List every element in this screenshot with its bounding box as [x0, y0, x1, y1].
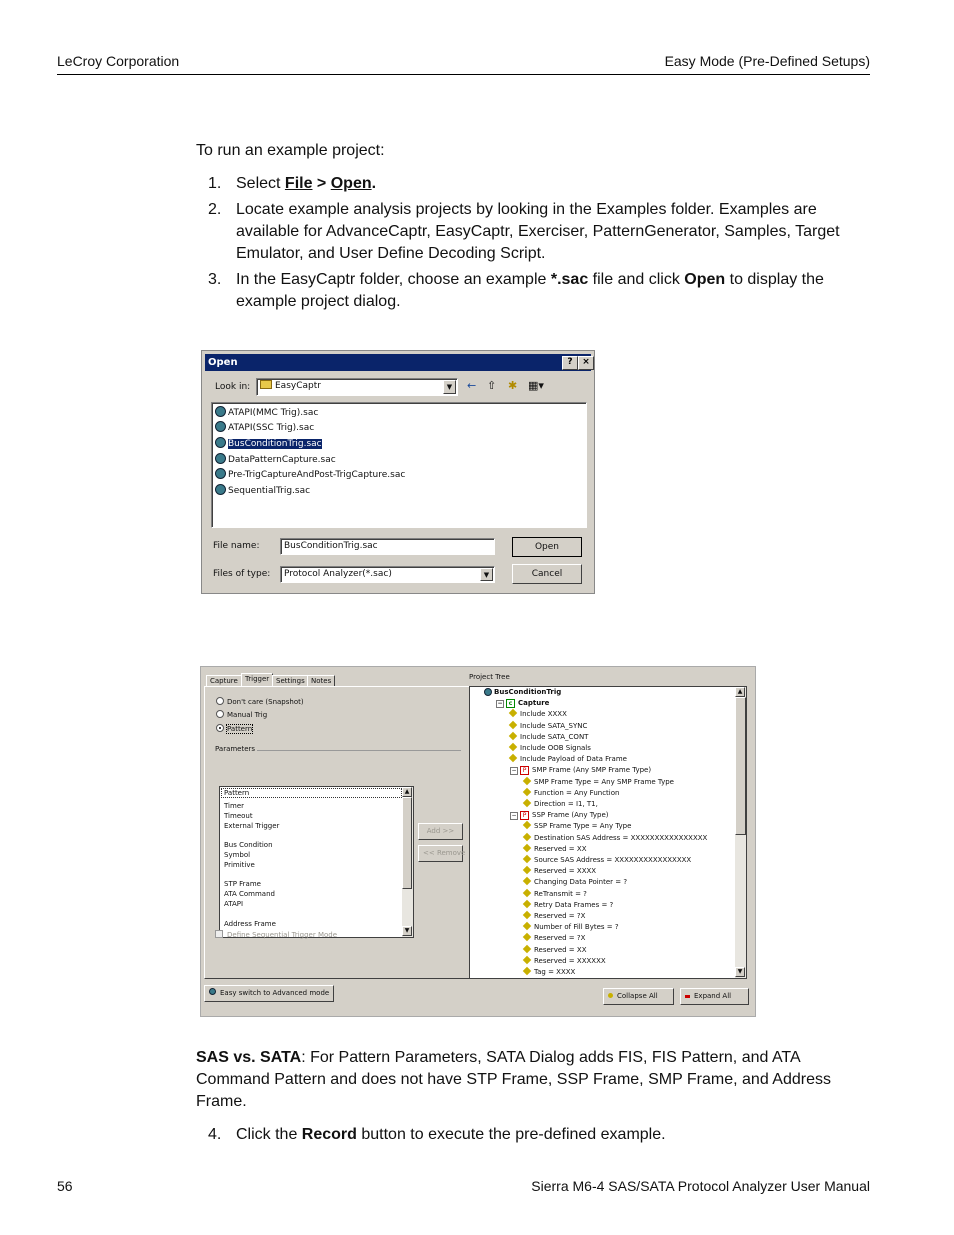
- step-1: [196, 173, 876, 195]
- radio-button-selected: [216, 724, 224, 732]
- pencil-icon: [523, 821, 531, 829]
- file-item[interactable]: [215, 406, 318, 420]
- tree-node[interactable]: [524, 957, 606, 965]
- chevron-down-icon[interactable]: ▼: [443, 380, 456, 394]
- scroll-up-icon[interactable]: ▲: [735, 687, 745, 697]
- collapse-node-icon[interactable]: −: [511, 767, 517, 775]
- menu-file: File: [284, 175, 313, 192]
- header-rule: [57, 74, 870, 75]
- up-folder-icon[interactable]: ⇧: [487, 379, 497, 392]
- step-text: Locate example analysis projects by looking in the Examples folder. Examples are available for AdvanceCaptr, EasyCaptr, Exerciser, PatternGenerator, Samples, Target Emulator, and User Define Decoding Script.: [236, 201, 840, 262]
- button-label: Easy switch to Advanced mode: [220, 989, 330, 997]
- define-sequential-checkbox[interactable]: [215, 930, 337, 939]
- pencil-icon: [523, 866, 531, 874]
- pencil-icon: [509, 720, 517, 728]
- step-4: [196, 1124, 876, 1146]
- open-word: Open: [684, 271, 726, 288]
- project-icon: [484, 688, 492, 696]
- sas-vs-sata-note: [196, 1047, 866, 1113]
- globe-icon: [209, 988, 216, 995]
- tree-node-label: Number of Fill Bytes = ?: [534, 923, 619, 932]
- radio-manual-trig[interactable]: [216, 710, 267, 719]
- tree-node-label: SSP Frame (Any Type): [532, 811, 609, 820]
- menu-separator: >: [312, 175, 331, 192]
- tree-node[interactable]: [524, 845, 587, 853]
- list-item[interactable]: Bus Condition: [224, 841, 273, 849]
- pencil-icon: [523, 911, 531, 919]
- pencil-icon: [523, 844, 531, 852]
- folder-icon: [260, 380, 272, 389]
- list-item[interactable]: ATA Command: [224, 890, 275, 898]
- tree-node-label: SSP Frame Type = Any Type: [534, 822, 632, 831]
- project-file-icon: [215, 484, 226, 495]
- expand-all-button[interactable]: [680, 988, 749, 1005]
- radio-button: [216, 710, 224, 718]
- open-dialog: [201, 350, 595, 594]
- project-tree-label: Project Tree: [469, 673, 510, 681]
- collapse-all-button[interactable]: [603, 988, 674, 1005]
- tree-node-label: ReTransmit = ?: [534, 889, 587, 898]
- tree-node[interactable]: [484, 688, 561, 696]
- step-end: .: [371, 175, 377, 192]
- file-item-selected[interactable]: [215, 437, 322, 451]
- close-button[interactable]: ×: [578, 356, 594, 370]
- tree-node-label: SMP Frame Type = Any SMP Frame Type: [534, 777, 674, 786]
- file-name: SequentialTrig.sac: [228, 486, 311, 496]
- scroll-down-icon[interactable]: ▼: [402, 926, 412, 936]
- pencil-icon: [523, 900, 531, 908]
- pencil-icon: [523, 944, 531, 952]
- tree-node[interactable]: [510, 733, 588, 741]
- file-name: Pre-TrigCaptureAndPost-TrigCapture.sac: [228, 470, 406, 480]
- look-in-select[interactable]: [256, 378, 458, 396]
- tree-node-label: Include Payload of Data Frame: [520, 755, 627, 764]
- file-name: ATAPI(MMC Trig).sac: [228, 408, 319, 418]
- dialog-title-bar: [205, 354, 591, 371]
- pencil-icon: [509, 754, 517, 762]
- header-right: Easy Mode (Pre-Defined Setups): [664, 53, 870, 69]
- tab-trigger[interactable]: Trigger: [241, 673, 273, 687]
- step-number: 1.: [208, 175, 222, 192]
- tree-node[interactable]: [510, 766, 651, 775]
- list-item[interactable]: Primitive: [224, 861, 255, 869]
- radio-label: Don't care (Snapshot): [227, 698, 304, 706]
- pencil-icon: [523, 832, 531, 840]
- tree-node[interactable]: [524, 834, 707, 842]
- pattern-icon: P: [520, 766, 529, 775]
- radio-dont-care[interactable]: [216, 697, 304, 706]
- file-item[interactable]: [215, 468, 405, 482]
- tree-node[interactable]: [524, 934, 585, 942]
- list-item[interactable]: Symbol: [224, 851, 251, 859]
- tree-node[interactable]: [524, 856, 691, 864]
- tree-node-label: Capture: [518, 699, 550, 708]
- tree-node-label: Reserved = ?X: [534, 934, 586, 943]
- pencil-icon: [523, 799, 531, 807]
- new-folder-icon[interactable]: ✱: [508, 379, 518, 392]
- chevron-down-icon[interactable]: ▼: [480, 568, 493, 581]
- project-file-icon: [215, 468, 226, 479]
- remove-button[interactable]: << Remove: [418, 845, 463, 862]
- tree-node-label: SMP Frame (Any SMP Frame Type): [532, 766, 652, 775]
- file-item[interactable]: [215, 484, 310, 498]
- tree-node[interactable]: [524, 946, 587, 954]
- view-menu-icon[interactable]: ▦▾: [528, 379, 544, 392]
- step-number: 4.: [208, 1126, 222, 1143]
- cancel-button[interactable]: Cancel: [512, 564, 582, 584]
- project-file-icon: [215, 406, 226, 417]
- switch-advanced-mode-button[interactable]: [204, 985, 334, 1002]
- look-in-label: Look in:: [215, 382, 251, 392]
- step-text: In the EasyCaptr folder, choose an example: [236, 271, 551, 288]
- intro-text: To run an example project:: [196, 142, 385, 159]
- collapse-icon: [608, 993, 613, 998]
- project-file-icon: [215, 453, 226, 464]
- file-list: [211, 402, 587, 528]
- tree-node[interactable]: [510, 722, 587, 730]
- tree-node[interactable]: [524, 901, 613, 909]
- tree-node-label: Destination SAS Address = XXXXXXXXXXXXXXXX: [534, 833, 708, 842]
- tree-node[interactable]: [524, 789, 619, 797]
- tree-node-label: Reserved = XXXX: [534, 867, 597, 876]
- record-word: Record: [301, 1126, 357, 1143]
- files-of-type-value: Protocol Analyzer(*.sac): [284, 569, 392, 579]
- step-text: Click the: [236, 1126, 302, 1143]
- tree-node-label: Reserved = XXXXXX: [534, 956, 606, 965]
- tree-node[interactable]: [524, 968, 575, 976]
- pencil-icon: [523, 855, 531, 863]
- pencil-icon: [523, 967, 531, 975]
- list-item[interactable]: Pattern: [224, 789, 250, 797]
- tree-node-label: Tag = XXXX: [534, 968, 576, 976]
- step-text: to display the example project dialog.: [236, 271, 824, 310]
- files-of-type-select[interactable]: [280, 566, 495, 583]
- tree-scrollbar[interactable]: [735, 687, 746, 978]
- tree-node[interactable]: [510, 710, 567, 718]
- note-heading: SAS vs. SATA: [196, 1049, 302, 1066]
- files-of-type-label: Files of type:: [213, 569, 271, 579]
- pencil-icon: [509, 743, 517, 751]
- tree-node[interactable]: [510, 744, 591, 752]
- tab-notes[interactable]: Notes: [307, 675, 335, 687]
- tree-node-label: Function = Any Function: [534, 788, 620, 797]
- add-button[interactable]: Add >>: [418, 823, 463, 840]
- tree-node-label: Reserved = ?X: [534, 912, 586, 920]
- parameters-list: [219, 786, 414, 938]
- tree-node-label: Include XXXX: [520, 710, 567, 719]
- pencil-icon: [509, 709, 517, 717]
- tab-capture[interactable]: Capture: [206, 675, 242, 687]
- trigger-tab-panel: [204, 686, 470, 979]
- pencil-icon: [523, 888, 531, 896]
- pattern-icon: P: [520, 811, 529, 820]
- step-3: [196, 269, 876, 313]
- tree-node[interactable]: [524, 923, 619, 931]
- collapse-node-icon[interactable]: −: [497, 700, 503, 708]
- open-button[interactable]: Open: [512, 537, 582, 557]
- project-file-icon: [215, 421, 226, 432]
- radio-pattern[interactable]: [216, 724, 252, 733]
- tree-node-label: Retry Data Frames = ?: [534, 900, 614, 909]
- parameters-label: Parameters: [215, 745, 256, 753]
- pencil-icon: [523, 877, 531, 885]
- list-item[interactable]: ATAPI: [224, 900, 244, 908]
- file-name: ATAPI(SSC Trig).sac: [228, 423, 315, 433]
- help-button[interactable]: ?: [562, 356, 578, 370]
- menu-open: Open: [330, 175, 372, 192]
- file-name: DataPatternCapture.sac: [228, 455, 336, 465]
- pencil-icon: [523, 776, 531, 784]
- file-name-label: File name:: [213, 541, 260, 551]
- tree-node[interactable]: [524, 867, 596, 875]
- tree-node[interactable]: [524, 800, 598, 808]
- pencil-icon: [523, 933, 531, 941]
- header-left: LeCroy Corporation: [57, 53, 180, 69]
- capture-icon: c: [506, 699, 515, 708]
- tree-node[interactable]: [524, 890, 587, 898]
- scroll-up-icon[interactable]: ▲: [402, 787, 412, 797]
- look-in-value: EasyCaptr: [275, 381, 321, 391]
- scroll-down-icon[interactable]: ▼: [735, 967, 745, 977]
- list-scrollbar[interactable]: [402, 787, 413, 937]
- step-text: file and click: [588, 271, 685, 288]
- pencil-icon: [523, 788, 531, 796]
- tree-node-label: Reserved = XX: [534, 945, 587, 954]
- tree-node-label: Direction = I1, T1,: [534, 800, 598, 808]
- button-label: Collapse All: [617, 992, 658, 1000]
- tree-node[interactable]: [524, 778, 674, 786]
- tree-node[interactable]: [496, 699, 549, 708]
- step-number: 2.: [208, 201, 222, 218]
- page-number: 56: [57, 1178, 73, 1194]
- collapse-node-icon[interactable]: −: [511, 812, 517, 820]
- radio-label: Manual Trig: [227, 711, 268, 719]
- file-name: BusConditionTrig.sac: [228, 439, 322, 449]
- tree-node-label: BusConditionTrig: [494, 688, 562, 696]
- step-text: button to execute the pre-defined example.: [356, 1126, 666, 1143]
- radio-button: [216, 697, 224, 705]
- pencil-icon: [509, 732, 517, 740]
- list-item[interactable]: Timeout: [224, 812, 253, 820]
- step-number: 3.: [208, 271, 222, 288]
- tree-node[interactable]: [510, 755, 627, 763]
- note-text: : For Pattern Parameters, SATA Dialog adds FIS, FIS Pattern, and ATA Command Pattern and does not have STP Frame, SSP Frame, SMP Frame, and Address Frame.: [196, 1049, 831, 1110]
- tree-node[interactable]: [510, 811, 609, 820]
- sac-extension: *.sac: [550, 271, 589, 288]
- file-name-input[interactable]: BusConditionTrig.sac: [280, 538, 495, 555]
- project-file-icon: [215, 437, 226, 448]
- file-item[interactable]: [215, 453, 336, 467]
- tab-settings[interactable]: Settings: [272, 675, 309, 687]
- pencil-icon: [523, 956, 531, 964]
- project-tree: [469, 686, 747, 979]
- footer-title: Sierra M6-4 SAS/SATA Protocol Analyzer User Manual: [531, 1178, 870, 1194]
- expand-icon: [685, 995, 690, 998]
- scroll-thumb[interactable]: [735, 697, 746, 835]
- step-text: Select: [236, 175, 285, 192]
- pencil-icon: [523, 922, 531, 930]
- radio-label: Pattern: [227, 725, 253, 733]
- file-item[interactable]: [215, 421, 314, 435]
- tree-node[interactable]: [524, 878, 627, 886]
- tree-node-label: Reserved = XX: [534, 844, 587, 853]
- step-2: [196, 199, 876, 265]
- list-item[interactable]: External Trigger: [224, 822, 280, 830]
- tree-node-label: Source SAS Address = XXXXXXXXXXXXXXXX: [534, 856, 692, 864]
- back-icon[interactable]: ←: [467, 379, 477, 392]
- scroll-thumb[interactable]: [402, 797, 412, 889]
- dialog-title: Open: [208, 357, 238, 368]
- list-item[interactable]: Address Frame: [224, 920, 276, 928]
- tree-node[interactable]: [524, 822, 631, 830]
- tree-node-label: Include SATA_SYNC: [520, 721, 588, 730]
- tree-node-label: Include SATA_CONT: [520, 732, 589, 741]
- checkbox-label: Define Sequential Trigger Mode: [227, 931, 338, 939]
- trigger-settings-panel: [200, 666, 756, 1017]
- tree-node[interactable]: [524, 912, 585, 920]
- checkbox: [215, 930, 223, 938]
- list-item[interactable]: Timer: [224, 802, 245, 810]
- button-label: Expand All: [694, 992, 732, 1000]
- divider: [257, 750, 461, 751]
- list-item[interactable]: STP Frame: [224, 880, 261, 888]
- tree-node-label: Include OOB Signals: [520, 744, 591, 752]
- tree-node-label: Changing Data Pointer = ?: [534, 878, 628, 887]
